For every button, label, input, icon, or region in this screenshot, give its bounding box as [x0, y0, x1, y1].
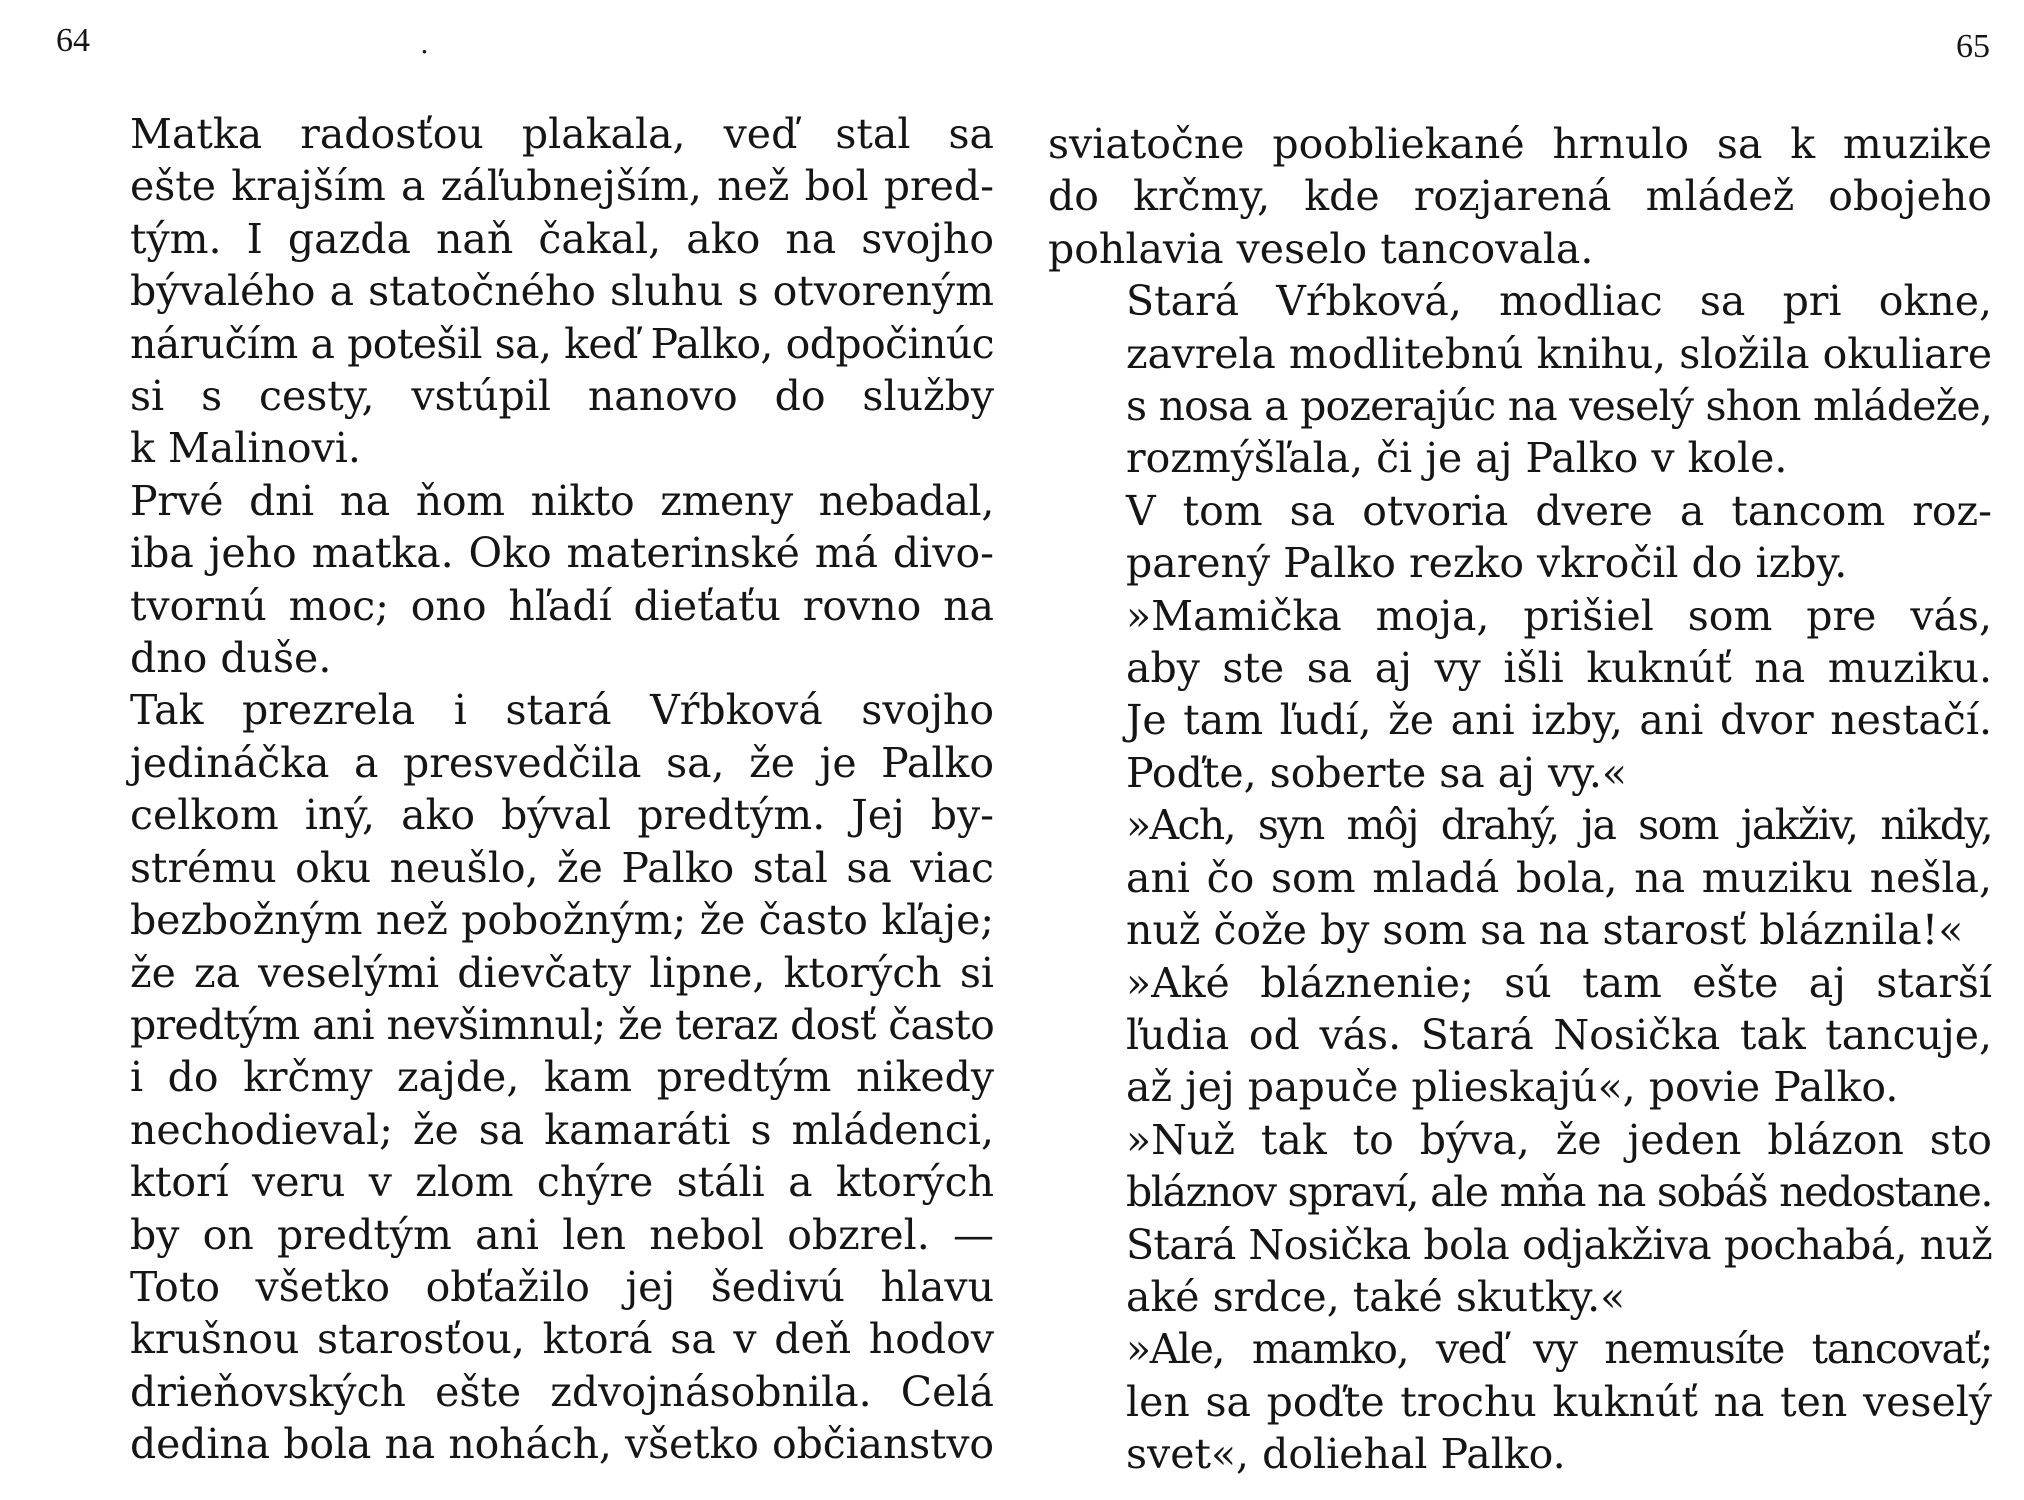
- text-line: i do krčmy zajde, kam predtým nikedy: [130, 1053, 994, 1102]
- text-line: nechodieval; že sa kamaráti s mládenci,: [130, 1105, 994, 1154]
- text-line: že za veselými dievčaty lipne, ktorých si: [130, 948, 994, 997]
- text-line: celkom iný, ako býval predtým. Jej by-: [130, 791, 994, 840]
- text-line: bláznov spraví, ale mňa na sobáš nedostane.: [1126, 1168, 1992, 1217]
- text-line: náručím a potešil sa, keď Palko, odpočinúc: [130, 319, 994, 368]
- left-page-number: 64: [56, 22, 90, 59]
- printer-mark: .: [420, 27, 429, 60]
- text-line: Matka radosťou plakala, veď stal sa: [130, 110, 994, 158]
- text-line: tvornú moc; ono hľadí dieťaťu rovno na: [130, 581, 994, 630]
- text-line: rozmýšľala, či je aj Palko v kole.: [1126, 434, 1788, 483]
- text-line: predtým ani nevšimnul; že teraz dosť často: [130, 1000, 994, 1049]
- paragraph: [1048, 957, 1992, 1114]
- paragraph: [52, 684, 994, 1470]
- paragraph: [1048, 799, 1992, 956]
- text-line: Tak prezrela i stará Vŕbková svojho: [130, 686, 994, 735]
- paragraph: [1048, 118, 1992, 275]
- text-line: Toto všetko obťažilo jej šedivú hlavu: [130, 1262, 994, 1311]
- text-line: s nosa a pozerajúc na veselý shon mládeže,: [1126, 382, 1992, 431]
- right-page-number: 65: [1956, 28, 1990, 65]
- text-line: aké srdce, také skutky.«: [1126, 1272, 1626, 1321]
- text-line: »Nuž tak to býva, že jeden blázon sto: [1126, 1115, 1992, 1164]
- text-line: tým. I gazda naň čakal, ako na svojho: [130, 214, 994, 263]
- paragraph: [1048, 1323, 1992, 1480]
- text-line: ktorí veru v zlom chýre stáli a ktorých: [130, 1158, 994, 1207]
- text-line: krušnou starosťou, ktorá sa v deň hodov: [130, 1315, 994, 1364]
- text-line: »Ale, mamko, veď vy nemusíte tancovať;: [1126, 1325, 1992, 1374]
- text-line: zavrela modlitebnú knihu, složila okuliare: [1126, 329, 1992, 378]
- text-line: bezbožným než pobožným; že často kľaje;: [130, 896, 994, 945]
- text-line: by on predtým ani len nebol obzrel. —: [130, 1210, 994, 1259]
- text-line: sviatočne poobliekané hrnulo sa k muzike: [1048, 120, 1992, 168]
- text-line: dno duše.: [130, 634, 332, 683]
- right-page: [1010, 0, 2024, 1500]
- text-line: pohlavia veselo tancovala.: [1048, 224, 1594, 273]
- paragraph: [1048, 1114, 1992, 1324]
- text-line: svet«, doliehal Palko.: [1126, 1430, 1566, 1479]
- left-page-body: [52, 108, 994, 1471]
- text-line: Prvé dni na ňom nikto zmeny nebadal,: [130, 476, 994, 525]
- text-line: parený Palko rezko vkročil do izby.: [1126, 539, 1848, 588]
- text-line: drieňovských ešte zdvojnásobnila. Celá: [130, 1367, 994, 1416]
- text-line: dedina bola na nohách, všetko občianstvo: [130, 1420, 994, 1469]
- text-line: jedináčka a presvedčila sa, že je Palko: [130, 738, 994, 787]
- text-line: Stará Nosička bola odjakživa pochabá, nuž: [1126, 1220, 1992, 1269]
- paragraph: [52, 475, 994, 685]
- text-line: si s cesty, vstúpil nanovo do služby: [130, 372, 994, 421]
- text-line: len sa poďte trochu kuknúť na ten veselý: [1126, 1377, 1992, 1426]
- paragraph: [1048, 275, 1992, 485]
- text-line: Je tam ľudí, že ani izby, ani dvor nestačí.: [1126, 696, 1992, 745]
- text-line: ani čo som mladá bola, na muziku nešla,: [1126, 853, 1992, 902]
- text-line: »Mamička moja, prišiel som pre vás,: [1126, 591, 1992, 640]
- text-line: Stará Vŕbková, modliac sa pri okne,: [1126, 277, 1992, 326]
- text-line: až jej papuče plieskajú«, povie Palko.: [1126, 1063, 1899, 1112]
- text-line: nuž čože by som sa na starosť bláznila!«: [1126, 906, 1964, 955]
- text-line: k Malinovi.: [130, 424, 361, 473]
- text-line: bývalého a statočného sluhu s otvoreným: [130, 267, 994, 316]
- paragraph: [1048, 485, 1992, 590]
- text-line: iba jeho matka. Oko materinské má divo-: [130, 529, 994, 578]
- text-line: »Aké bláznenie; sú tam ešte aj starší: [1126, 958, 1992, 1007]
- text-line: »Ach, syn môj drahý, ja som jakživ, nikdy,: [1126, 801, 1992, 850]
- text-line: strému oku neušlo, že Palko stal sa viac: [130, 843, 994, 892]
- paragraph: [1048, 590, 1992, 800]
- text-line: V tom sa otvoria dvere a tancom roz-: [1126, 486, 1992, 535]
- text-line: aby ste sa aj vy išli kuknúť na muziku.: [1126, 644, 1992, 693]
- right-page-body: [1048, 118, 1992, 1481]
- text-line: Poďte, soberte sa aj vy.«: [1126, 748, 1627, 797]
- text-line: ľudia od vás. Stará Nosička tak tancuje,: [1126, 1010, 1992, 1059]
- text-line: do krčmy, kde rozjarená mládež obojeho: [1048, 172, 1992, 221]
- paragraph: [52, 108, 994, 475]
- left-page: [0, 0, 1010, 1500]
- text-line: ešte krajším a záľubnejším, než bol pred-: [130, 162, 994, 211]
